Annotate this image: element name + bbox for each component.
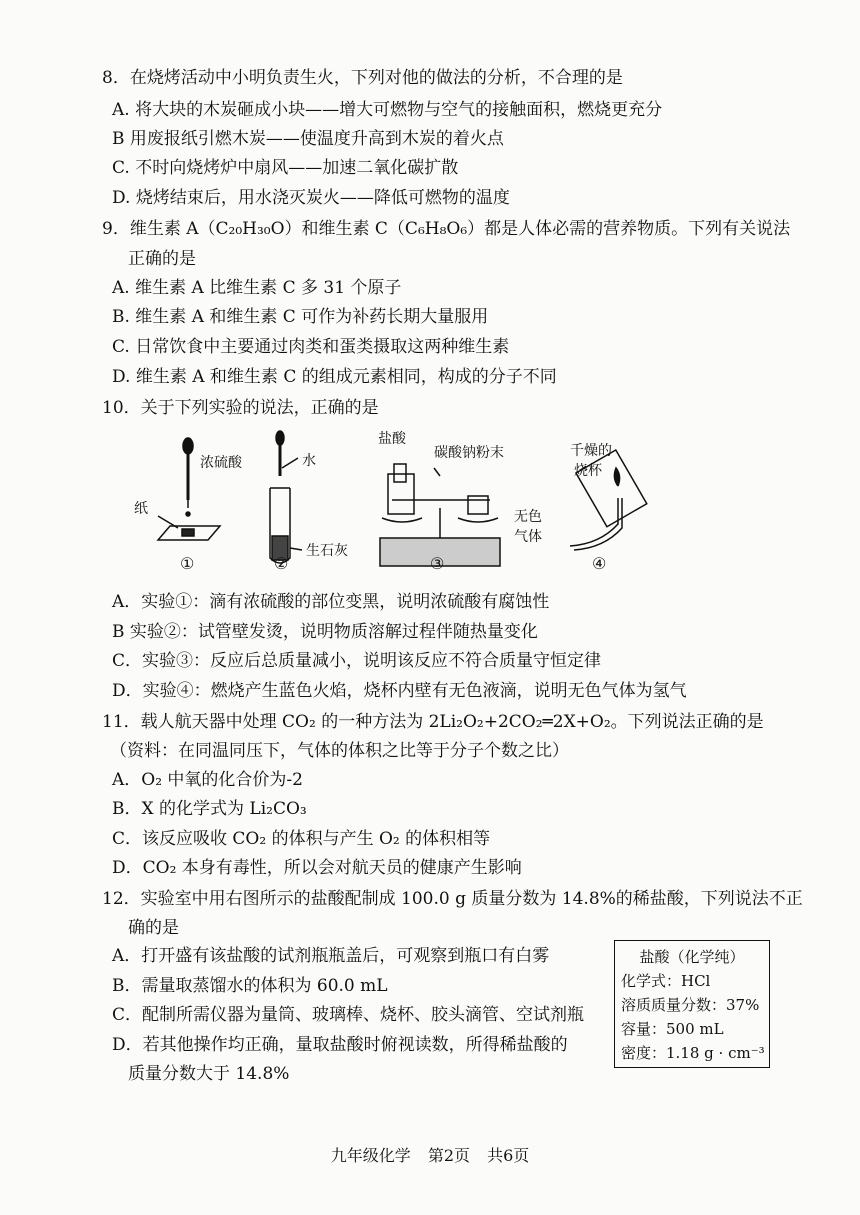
label-dry-beaker-2: 烧杯 — [574, 463, 602, 479]
q12-option-d: D．若其他操作均正确，量取盐酸时俯视读数，所得稀盐酸的 — [112, 1035, 568, 1055]
q11-note: （资料：在同温同压下，气体的体积之比等于分子个数之比） — [110, 741, 569, 761]
q9-option-c: C. 日常饮食中主要通过肉类和蛋类摄取这两种维生素 — [112, 337, 510, 357]
figure-number-3: ③ — [430, 554, 445, 573]
q9-stem-cont: 正确的是 — [128, 249, 196, 269]
figure-number-2: ② — [274, 554, 289, 573]
q10-option-b: B 实验②：试管壁发烫，说明物质溶解过程伴随热量变化 — [112, 622, 538, 642]
q12-option-a: A．打开盛有该盐酸的试剂瓶瓶盖后，可观察到瓶口有白雾 — [112, 946, 550, 966]
label-paper: 纸 — [134, 501, 148, 517]
q11-option-b: B．X 的化学式为 Li₂CO₃ — [112, 799, 307, 819]
q11-option-d: D．CO₂ 本身有毒性，所以会对航天员的健康产生影响 — [112, 858, 522, 878]
label-water: 水 — [302, 453, 316, 469]
q10-option-c: C．实验③：反应后总质量减小，说明该反应不符合质量守恒定律 — [112, 651, 602, 671]
exp2-tube — [270, 431, 302, 563]
q10-option-a: A．实验①：滴有浓硫酸的部位变黑，说明浓硫酸有腐蚀性 — [112, 592, 550, 612]
q11-option-c: C．该反应吸收 CO₂ 的体积与产生 O₂ 的体积相等 — [112, 829, 491, 849]
label-quicklime: 生石灰 — [306, 543, 348, 559]
q9-stem: 9．维生素 A（C₂₀H₃₀O）和维生素 C（C₆H₈O₆）都是人体必需的营养物质。下列有关说法 — [102, 219, 791, 239]
exp1-paper — [158, 516, 220, 540]
q11-stem: 11．载人航天器中处理 CO₂ 的一种方法为 2Li₂O₂+2CO₂═2X+O₂。下列说法正确的是 — [102, 712, 764, 732]
q8-stem: 8．在烧烤活动中小明负责生火，下列对他的做法的分析，不合理的是 — [102, 68, 623, 88]
exp3-balance — [380, 464, 500, 566]
label-dry-beaker-1: 千燥的 — [570, 443, 612, 459]
q9-option-a: A. 维生素 A 比维生素 C 多 31 个原子 — [112, 278, 402, 298]
q8-option-c: C. 不时向烧烤炉中扇风——加速二氧化碳扩散 — [112, 158, 459, 178]
q9-option-d: D. 维生素 A 和维生素 C 的组成元素相同，构成的分子不同 — [112, 367, 557, 387]
label-gas-1: 无色 — [514, 509, 542, 525]
label-gas-2: 气体 — [514, 529, 542, 545]
q12-option-b: B．需量取蒸馏水的体积为 60.0 mL — [112, 976, 388, 996]
exp1-dropper — [183, 438, 193, 516]
page-footer — [0, 1143, 860, 1166]
reagent-label-title: 盐酸（化学纯） — [639, 948, 745, 966]
q8-option-d: D. 烧烤结束后，用水浇灭炭火——降低可燃物的温度 — [112, 188, 510, 208]
q8-option-b: B 用废报纸引燃木炭——使温度升高到木炭的着火点 — [112, 129, 504, 149]
q12-option-d-cont: 质量分数大于 14.8% — [128, 1064, 290, 1084]
label-conc-acid: 浓硫酸 — [200, 455, 242, 471]
q8-option-a: A. 将大块的木炭砸成小块——增大可燃物与空气的接触面积，燃烧更充分 — [112, 100, 663, 120]
reagent-label-volume: 容量：500 mL — [621, 1020, 724, 1038]
label-na2co3: 碳酸钠粉末 — [434, 445, 504, 461]
q9-option-b: B. 维生素 A 和维生素 C 可作为补药长期大量服用 — [112, 307, 489, 327]
q12-stem-cont: 确的是 — [128, 918, 179, 938]
hcl-reagent-label — [614, 940, 770, 1068]
reagent-label-density: 密度：1.18 g · cm⁻³ — [621, 1044, 765, 1062]
reagent-label-mass-fraction: 溶质质量分数：37% — [621, 996, 760, 1014]
figure-number-1: ① — [180, 554, 195, 573]
reagent-label-formula: 化学式：HCl — [621, 972, 711, 990]
footer-page-number: 第2页 — [427, 1146, 470, 1165]
experiment-figures — [130, 428, 670, 578]
q11-option-a: A．O₂ 中氧的化合价为-2 — [112, 770, 303, 790]
q10-stem: 10．关于下列实验的说法，正确的是 — [102, 398, 379, 418]
q12-stem: 12．实验室中用右图所示的盐酸配制成 100.0 g 质量分数为 14.8%的稀盐酸，下列说法不正 — [102, 889, 803, 909]
figure-number-4: ④ — [592, 554, 607, 573]
q12-option-c: C．配制所需仪器为量筒、玻璃棒、烧杯、胶头滴管、空试剂瓶 — [112, 1005, 585, 1025]
label-hcl: 盐酸 — [378, 431, 406, 447]
footer-total-pages: 共6页 — [487, 1146, 530, 1165]
footer-subject: 九年级化学 — [330, 1146, 411, 1165]
q10-option-d: D．实验④：燃烧产生蓝色火焰，烧杯内壁有无色液滴，说明无色气体为氢气 — [112, 681, 687, 701]
